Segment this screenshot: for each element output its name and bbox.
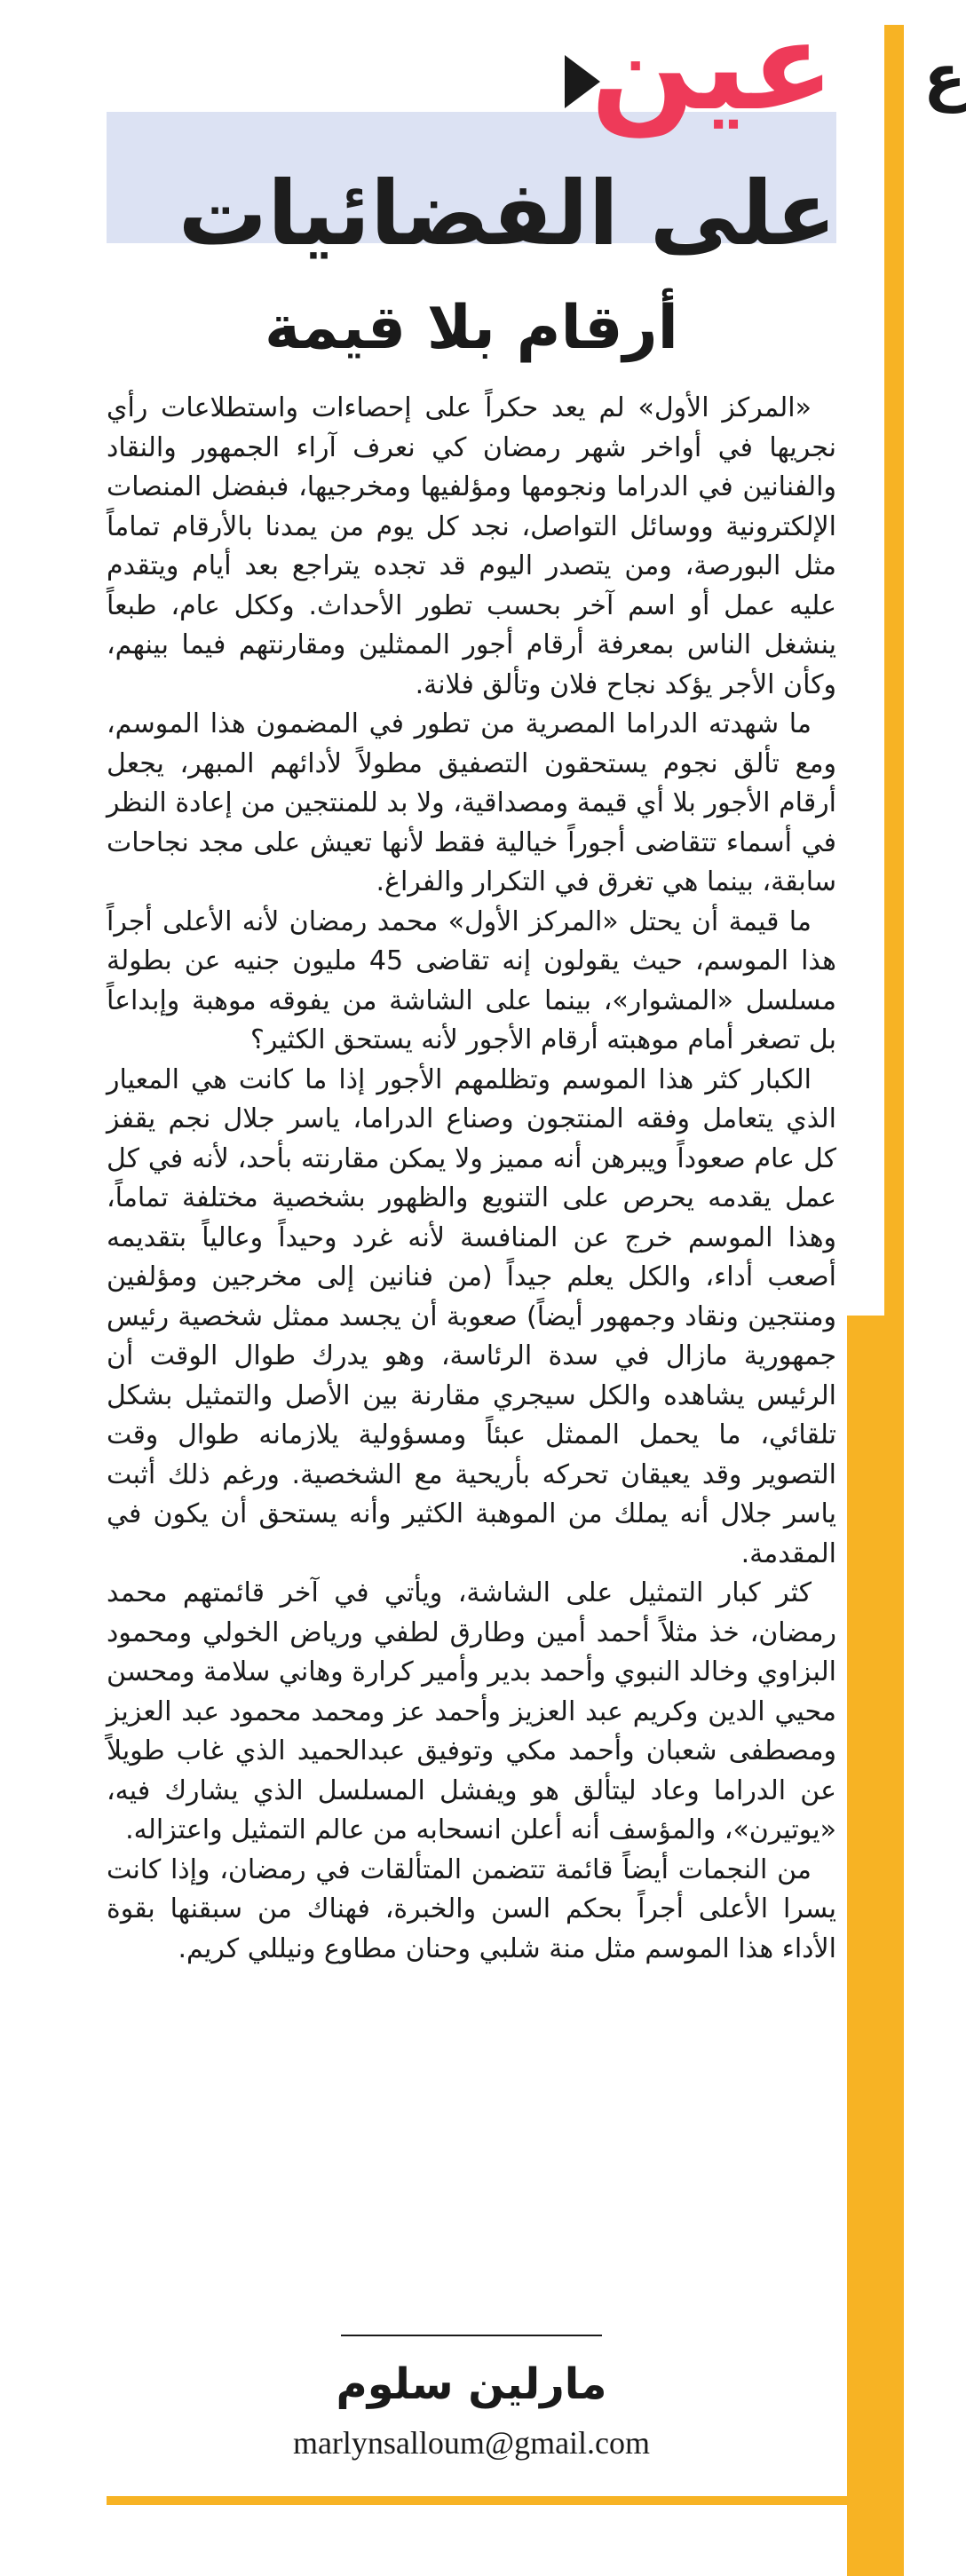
column-brand-word: عين — [590, 0, 835, 138]
article-paragraph: كثر كبار التمثيل على الشاشة، ويأتي في آخر قائمتهم محمد رمضان، خذ مثلاً أحمد أمين وطارق لطفي ورياض الخولي ومحمود البزاوي وخالد النبوي وأحمد بدير وأمير كرارة وهاني سلامة ومحسن محيي الدين وكريم عبد العزيز وأحمد عز ومحمد محمود عبد العزيز ومصطفى شعبان وأحمد مكي وتوفيق عبدالحميد الذي غاب طويلاً عن الدراما وعاد ليتألق هو ويفشل المسلسل الذي يشارك فيه، «يوتيرن»، والمؤسف أنه أعلن انسحابه من عالم التمثيل واعتزاله. — [107, 1577, 836, 1845]
article-paragraph: ما شهدته الدراما المصرية من تطور في المضمون هذا الموسم، ومع تألق نجوم يستحقون التصفيق مطولاً لأدائهم المبهر، يجعل أرقام الأجور بلا أي قيمة ومصداقية، ولا بد للمنتجين من إعادة النظر في أسماء تتقاضى أجوراً خيالية فقط لأنها تعيش على مجد نجاحات سابقة، بينما هي تغرق في التكرار والفراغ. — [107, 708, 836, 897]
author-name: مارلين سلوم — [336, 2359, 607, 2409]
article-paragraph: ما قيمة أن يحتل «المركز الأول» محمد رمضان لأنه الأعلى أجراً هذا الموسم، حيث يقولون إنه تقاضى 45 مليون جنيه عن بطولة مسلسل «المشوار»، بينما على الشاشة من يفوقه موهبة وإبداعاً بل تصغر أمام موهبته أرقام الأجور لأنه يستحق الكثير؟ — [107, 905, 836, 1055]
yellow-accent-block — [847, 1316, 904, 2576]
article-paragraph: «المركز الأول» لم يعد حكراً على إحصاءات واستطلاعات رأي نجريها في أواخر شهر رمضان كي نعرف آراء الجمهور والنقاد والفنانين في الدراما ونجومها ومؤلفيها ومخرجيها، فبفضل المنصات الإلكترونية ووسائل التواصل، نجد كل يوم من يمدنا بالأرقام تماماً مثل البورصة، ومن يتصدر اليوم قد تجده يتراجع بعد أيام ويتقدم عليه عمل أو اسم آخر بحسب تطور الأحداث. وككل عام، طبعاً ينشغل الناس بمعرفة أرقام أجور الممثلين ومقارنتهم فيما بينهم، وكأن الأجر يؤكد نجاح فلان وتألق فلانة. — [107, 392, 836, 700]
adjacent-page-edge: ع — [923, 41, 966, 114]
article-paragraph: الكبار كثر هذا الموسم وتظلمهم الأجور إذا ما كانت هي المعيار الذي يتعامل وفقه المنتجون وصناع الدراما، ياسر جلال نجم يقفز كل عام صعوداً ويبرهن أنه مميز ولا يمكن مقارنته بأحد، لأنه في كل عمل يقدمه يحرص على التنويع والظهور بشخصية مختلفة تماماً، وهذا الموسم خرج عن المنافسة لأنه غرد وحيداً وعالياً بتقديمه أصعب أداء، والكل يعلم جيداً (من فنانين إلى مخرجين ومؤلفين ومنتجين ونقاد وجمهور أيضاً) صعوبة أن يجسد ممثل شخصية رئيس جمهورية مازال في سدة الرئاسة، وهو يدرك طوال الوقت أن الرئيس يشاهده والكل سيجري مقارنة بين الأصل والتمثيل بشكل تلقائي، ما يحمل الممثل عبئاً ومسؤولية يلازمانه طوال وقت التصوير وقد يعيقان تحركه بأريحية مع الشخصية. ورغم ذلك أثبت ياسر جلال أنه يملك من الموهبة الكثير وأنه يستحق أن يكون في المقدمة. — [107, 1063, 836, 1569]
article-paragraph: من النجمات أيضاً قائمة تتضمن المتألقات في رمضان، وإذا كانت يسرا الأعلى أجراً بحكم السن والخبرة، فهناك من سبقنها بقوة الأداء هذا الموسم مثل منة شلبي وحنان مطاوع ونيللي كريم. — [107, 1853, 836, 1964]
byline-divider — [341, 2335, 602, 2336]
play-triangle-icon — [565, 55, 600, 108]
column-section-title: على الفضائيات — [178, 162, 836, 265]
article-headline: أرقام بلا قيمة — [265, 293, 678, 363]
yellow-bottom-rule — [107, 2496, 904, 2505]
article-body — [107, 389, 836, 2324]
author-email[interactable]: marlynsalloum@gmail.com — [292, 2425, 651, 2461]
